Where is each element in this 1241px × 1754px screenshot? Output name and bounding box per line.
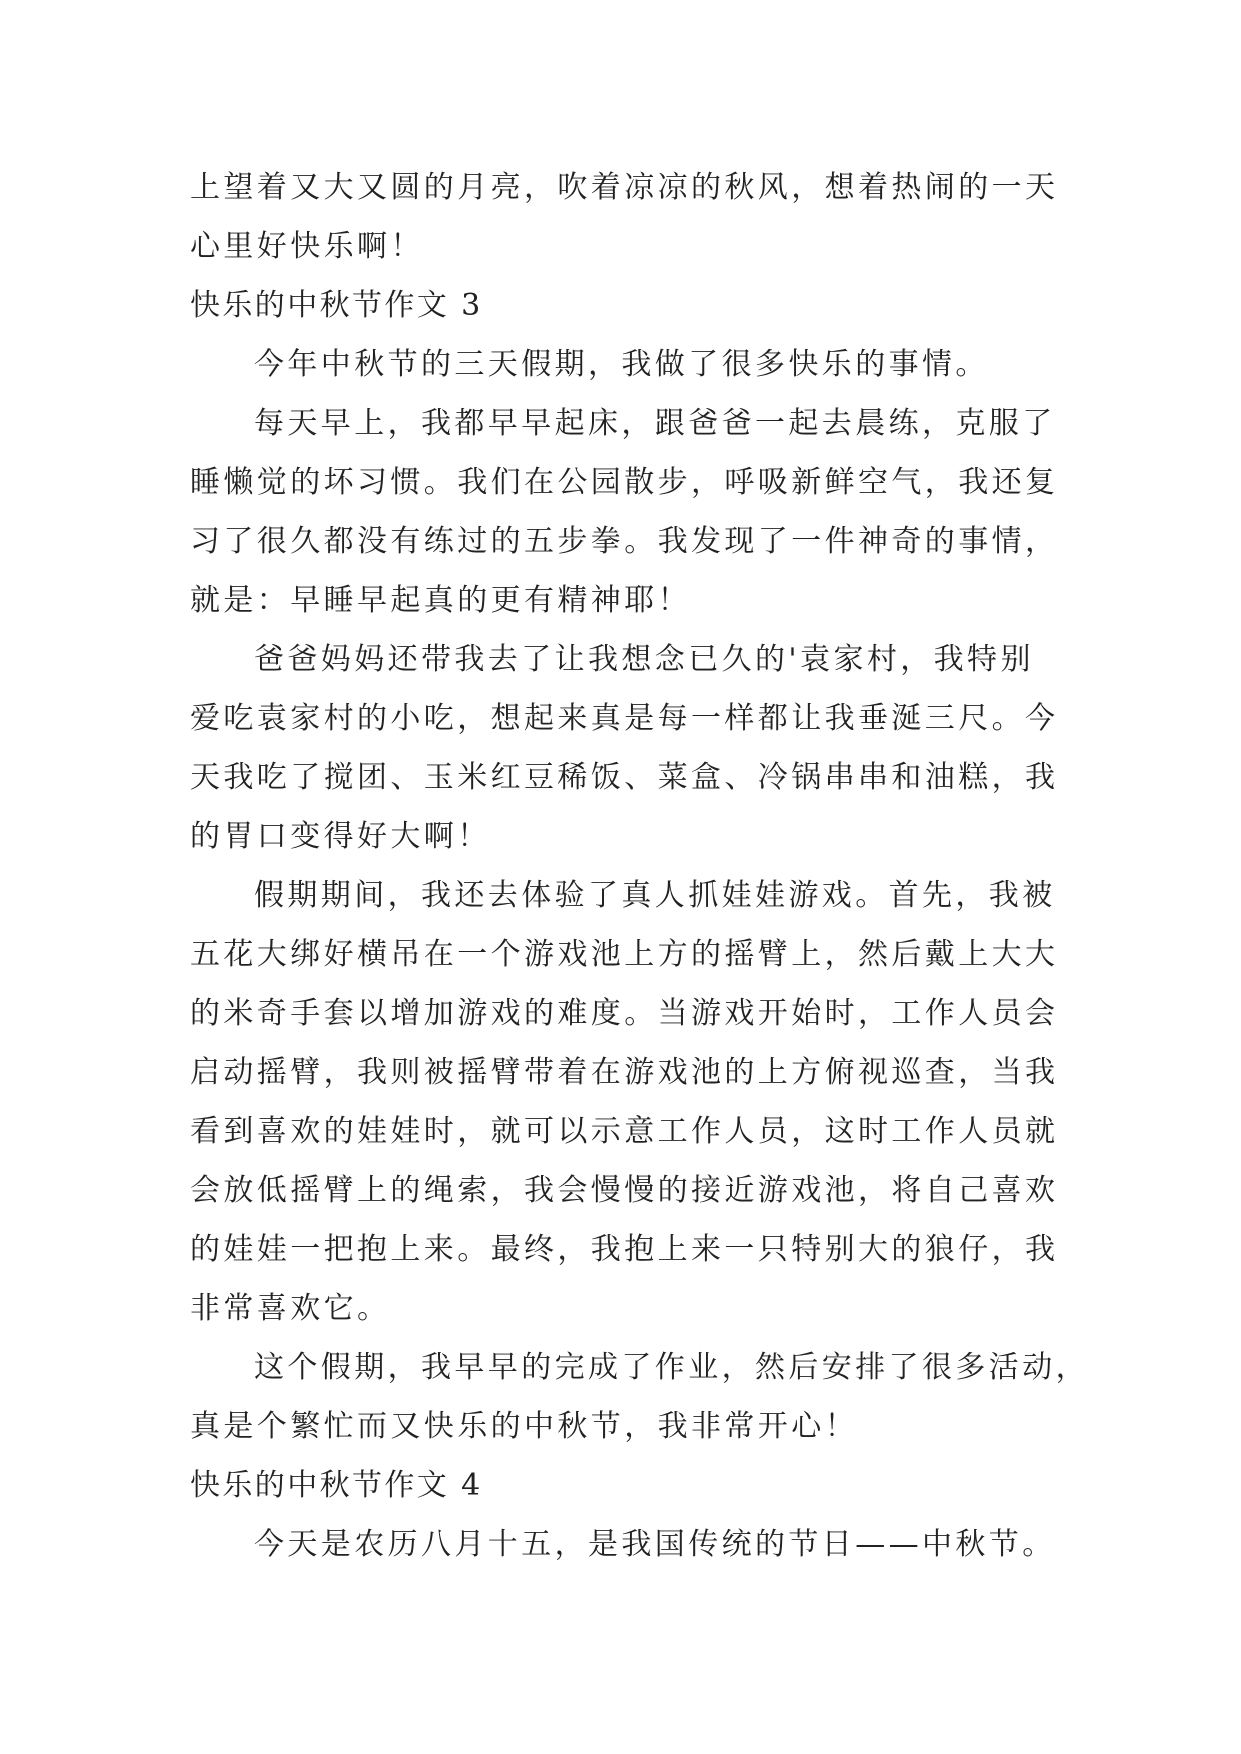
paragraph-first-line: 今年中秋节的三天假期，我做了很多快乐的事情。	[254, 347, 989, 382]
paragraph-first-line: 每天早上，我都早早起床，跟爸爸一起去晨练，克服了	[254, 406, 1056, 441]
text-line: 就是：早睡早起真的更有精神耶！	[190, 583, 691, 618]
essay-heading: 快乐的中秋节作文 4	[190, 1468, 483, 1503]
text-line: 会放低摇臂上的绳索，我会慢慢的接近游戏池，将自己喜欢	[190, 1173, 1059, 1208]
text-line: 非常喜欢它。	[190, 1291, 391, 1326]
text-line: 的娃娃一把抱上来。最终，我抱上来一只特别大的狼仔，我	[190, 1232, 1059, 1267]
paragraph-first-line: 爸爸妈妈还带我去了让我想念已久的'袁家村，我特别	[254, 642, 1034, 677]
text-line: 的胃口变得好大啊！	[190, 819, 491, 854]
document-page	[190, 158, 1089, 1574]
text-line: 习了很久都没有练过的五步拳。我发现了一件神奇的事情，	[190, 524, 1059, 559]
text-line: 真是个繁忙而又快乐的中秋节，我非常开心！	[190, 1409, 858, 1444]
text-line: 启动摇臂，我则被摇臂带着在游戏池的上方俯视巡查，当我	[190, 1055, 1059, 1090]
text-line: 看到喜欢的娃娃时，就可以示意工作人员，这时工作人员就	[190, 1114, 1059, 1149]
essay-heading: 快乐的中秋节作文 3	[190, 288, 483, 323]
paragraph-first-line: 假期期间，我还去体验了真人抓娃娃游戏。首先，我被	[254, 878, 1056, 913]
paragraph-first-line: 这个假期，我早早的完成了作业，然后安排了很多活动，	[254, 1350, 1089, 1385]
text-line: 心里好快乐啊！	[190, 229, 424, 264]
text-line: 上望着又大又圆的月亮，吹着凉凉的秋风，想着热闹的一天	[190, 170, 1059, 205]
text-line: 天我吃了搅团、玉米红豆稀饭、菜盒、冷锅串串和油糕，我	[190, 760, 1059, 795]
text-line: 五花大绑好横吊在一个游戏池上方的摇臂上，然后戴上大大	[190, 937, 1059, 972]
text-line: 爱吃袁家村的小吃，想起来真是每一样都让我垂涎三尺。今	[190, 701, 1059, 736]
paragraph-first-line: 今天是农历八月十五，是我国传统的节日——中秋节。	[254, 1527, 1056, 1562]
text-line: 的米奇手套以增加游戏的难度。当游戏开始时，工作人员会	[190, 996, 1059, 1031]
text-line: 睡懒觉的坏习惯。我们在公园散步，呼吸新鲜空气，我还复	[190, 465, 1059, 500]
